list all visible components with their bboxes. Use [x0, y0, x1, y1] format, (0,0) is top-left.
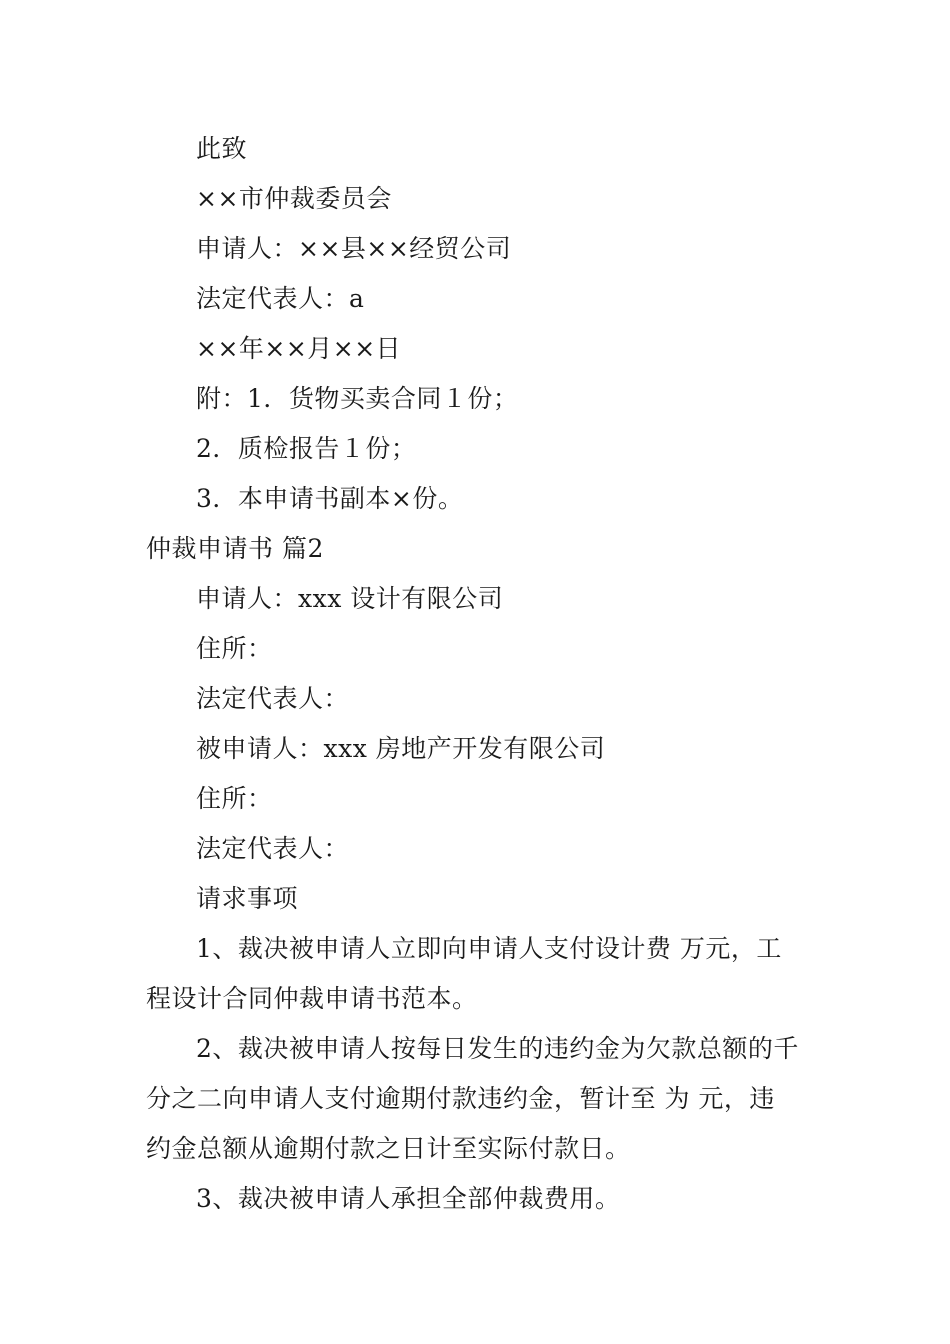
- respondent-line: 被申请人：xxx 房地产开发有限公司: [196, 734, 606, 763]
- closing-line: 此致: [196, 134, 248, 163]
- legal-rep-line: 法定代表人：a: [196, 284, 365, 313]
- address-line: 住所：: [196, 784, 273, 813]
- request-1-line-1: 1、裁决被申请人立即向申请人支付设计费 万元，工: [196, 934, 782, 963]
- requests-heading: 请求事项: [196, 884, 299, 913]
- attachment-line-2: 2．质检报告１份；: [196, 434, 417, 463]
- recipient-line: ××市仲裁委员会: [196, 184, 392, 213]
- legal-rep-line: 法定代表人：: [196, 684, 350, 713]
- applicant-line: 申请人：xxx 设计有限公司: [196, 584, 504, 613]
- applicant-line: 申请人：××县××经贸公司: [196, 234, 512, 263]
- address-line: 住所：: [196, 634, 273, 663]
- request-2-line-3: 约金总额从逾期付款之日计至实际付款日。: [146, 1134, 631, 1163]
- request-3-line-1: 3、裁决被申请人承担全部仲裁费用。: [196, 1184, 621, 1213]
- section-heading: 仲裁申请书 篇2: [146, 534, 324, 563]
- date-line: ××年××月××日: [196, 334, 402, 363]
- attachment-line-1: 附：1．货物买卖合同１份；: [196, 384, 519, 413]
- request-2-line-1: 2、裁决被申请人按每日发生的违约金为欠款总额的千: [196, 1034, 799, 1063]
- request-2-line-2: 分之二向申请人支付逾期付款违约金，暂计至 为 元，违: [146, 1084, 775, 1113]
- attachment-line-3: 3．本申请书副本×份。: [196, 484, 464, 513]
- request-1-line-2: 程设计合同仲裁申请书范本。: [146, 984, 478, 1013]
- legal-rep-line: 法定代表人：: [196, 834, 350, 863]
